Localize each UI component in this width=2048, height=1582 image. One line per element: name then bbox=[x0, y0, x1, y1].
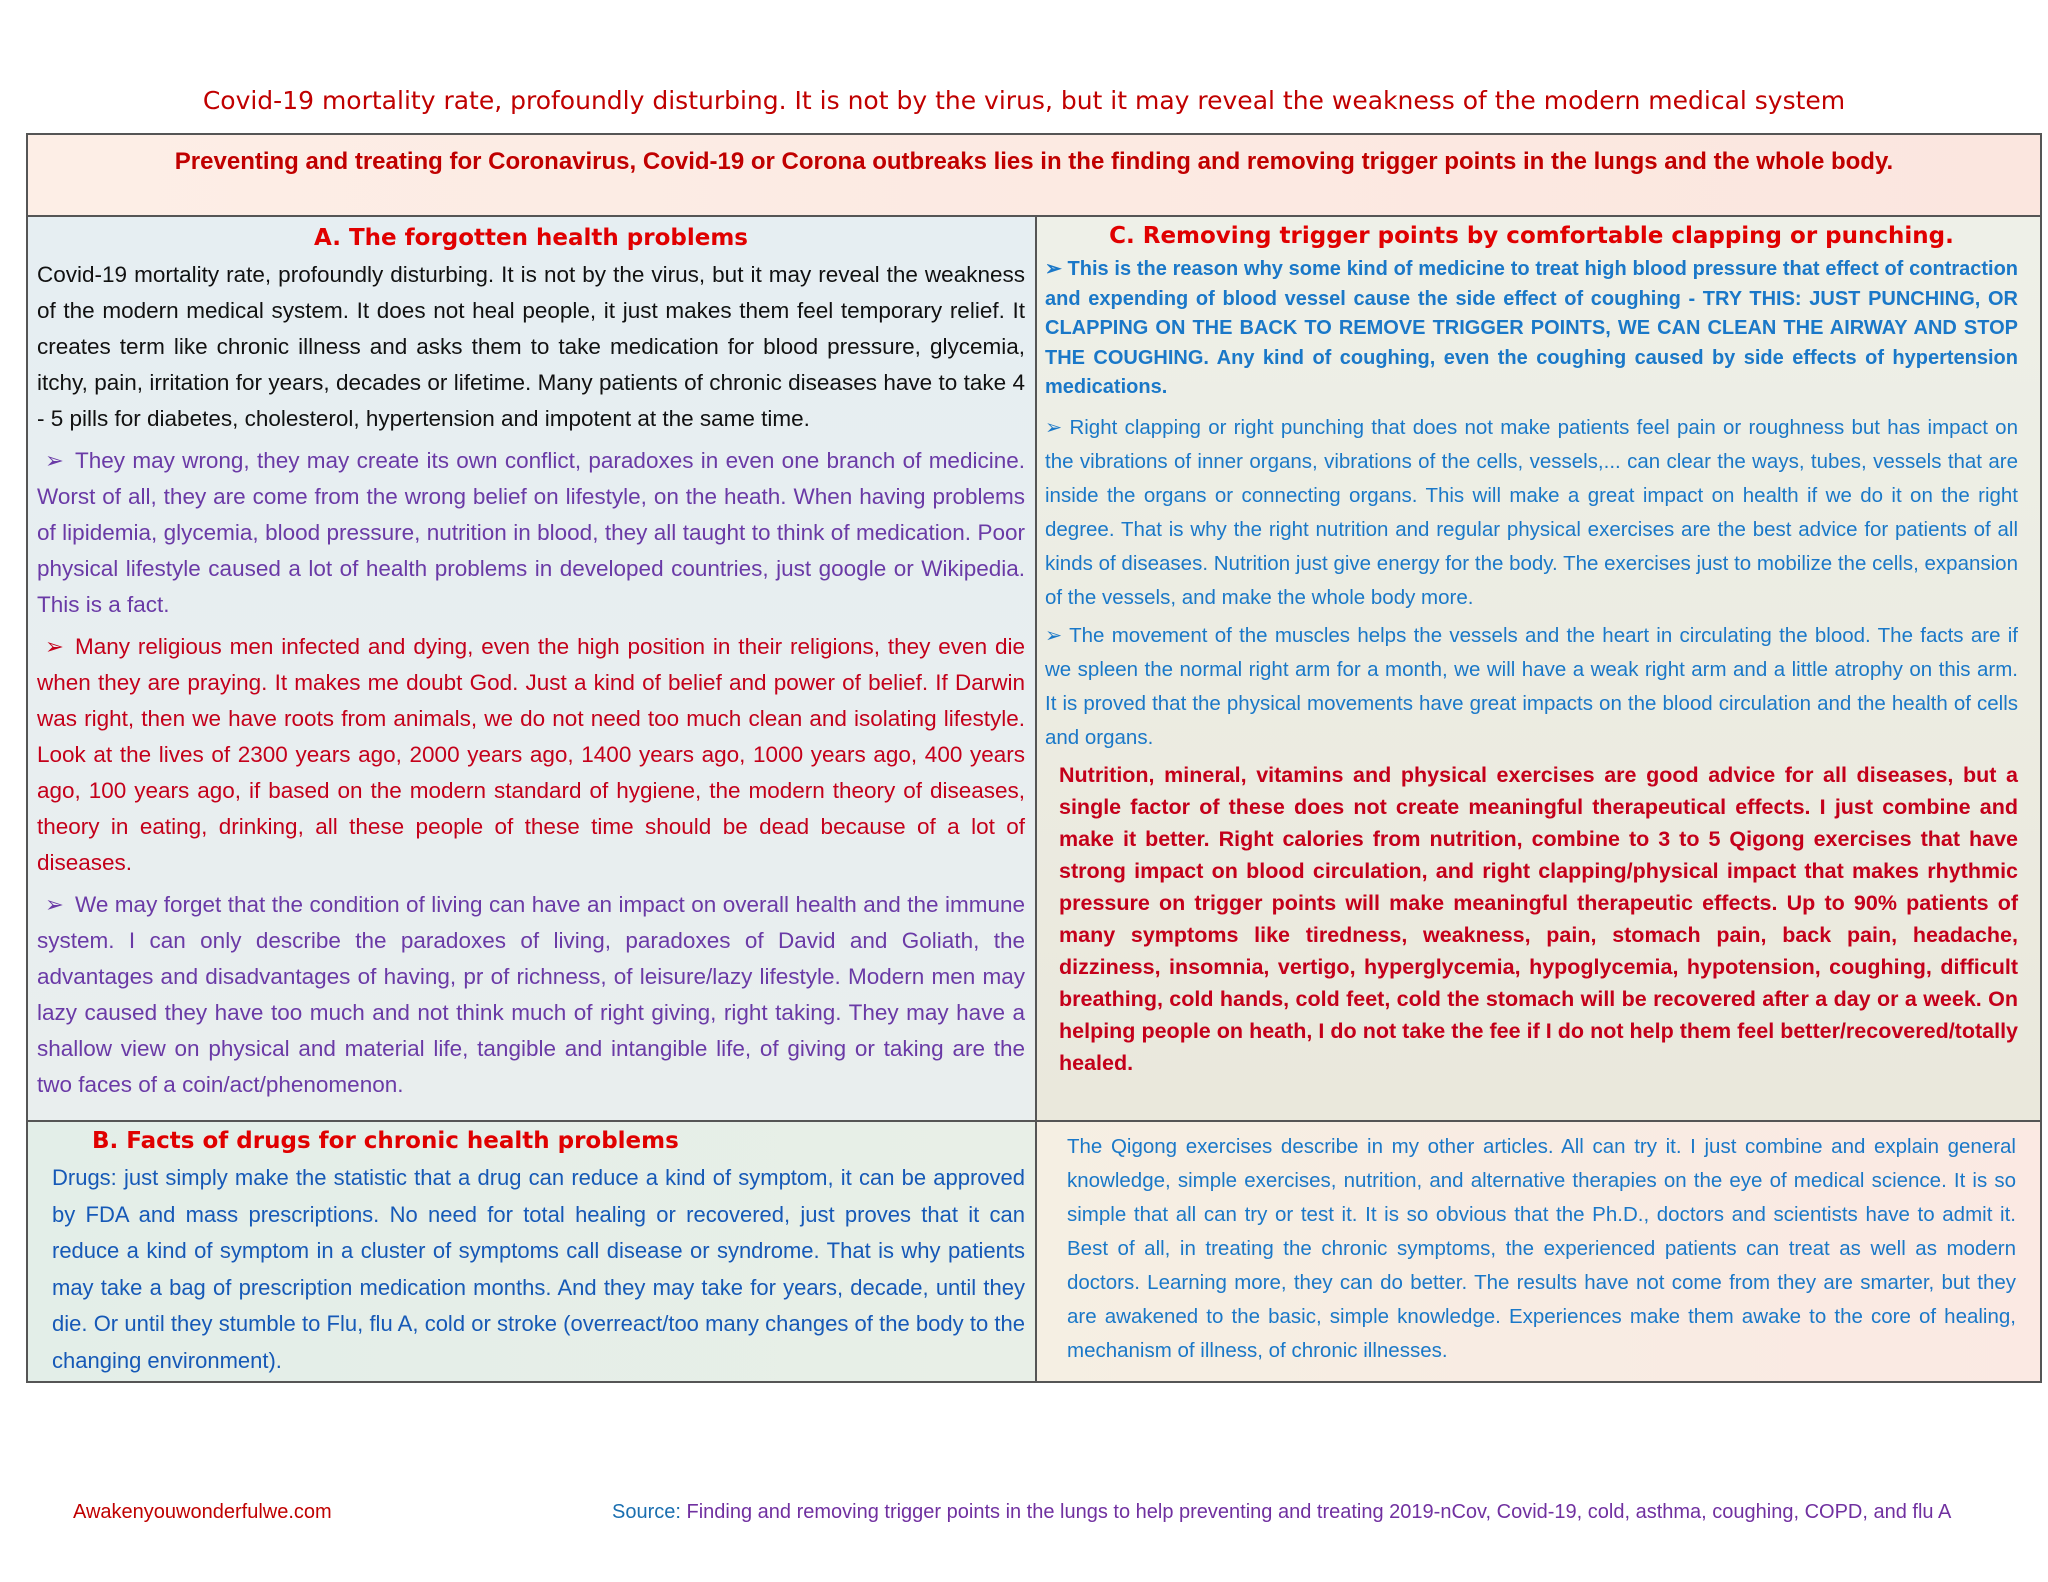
banner: Preventing and treating for Coronavirus, Covid-19 or Corona outbreaks lies in the finding and removing trigger points in the lungs and the whole body. bbox=[28, 135, 2040, 217]
infographic-table bbox=[26, 133, 2042, 1383]
section-a-intro: Covid-19 mortality rate, profoundly disturbing. It is not by the virus, but it may reveal the weakness of the modern medical system. It does not heal people, it just makes them feel temporary relief. It creates term like chronic illness and asks them to take medication for blood pressure, glycemia, itchy, pain, irritation for years, decades or lifetime. Many patients of chronic diseases have to take 4 - 5 pills for diabetes, cholesterol, hypertension and impotent at the same time. bbox=[37, 262, 1025, 431]
arrow-bullet-icon: ➢ bbox=[45, 634, 64, 659]
section-a-point-2: ➢ Many religious men infected and dying, even the high position in their religions, they even die when they are praying. It makes me doubt God. Just a kind of belief and power of belief. If Darwin was right, then we have roots from animals, we do not need too much clean and isolating lifestyle. Look at the lives of 2300 years ago, 2000 years ago, 1400 years ago, 1000 years ago, 400 years ago, 100 years ago, if based on the modern standard of hygiene, the modern theory of diseases, theory in eating, drinking, all these people of these time should be dead because of a lot of diseases. bbox=[37, 629, 1025, 881]
section-a-heading: A. The forgotten health problems bbox=[314, 225, 748, 251]
section-c bbox=[1037, 217, 2040, 1122]
arrow-bullet-icon: ➢ bbox=[1045, 258, 1062, 280]
section-a-point-3: ➢ We may forget that the condition of living can have an impact on overall health and the immune system. I can only describe the paradoxes of living, paradoxes of David and Goliath, the advantages and disadvantages of having, pr of richness, of leisure/lazy lifestyle. Modern men may lazy caused they have too much and not think much of right giving, right taking. They may have a shallow view on physical and material life, tangible and intangible life, of giving or taking are the two faces of a coin/act/phenomenon. bbox=[37, 887, 1025, 1103]
section-a bbox=[28, 217, 1037, 1122]
section-a-point-1: ➢ They may wrong, they may create its own conflict, paradoxes in even one branch of medicine. Worst of all, they are come from the wrong belief on lifestyle, on the heath. When having problems of lipidemia, glycemia, blood pressure, nutrition in blood, they all taught to think of medication. Poor physical lifestyle caused a lot of health problems in developed countries, just google or Wikipedia. This is a fact. bbox=[37, 443, 1025, 623]
section-c-point-1: ➢ This is the reason why some kind of medicine to treat high blood pressure that effect of contraction and expending of blood vessel cause the side effect of coughing - TRY THIS: JUST PUNCHING, OR CLAPPING ON THE BACK TO REMOVE TRIGGER POINTS, WE CAN CLEAN THE AIRWAY AND STOP THE COUGHING. Any kind of coughing, even the coughing caused by side effects of hypertension medications. bbox=[1045, 258, 2018, 398]
page-title: Covid-19 mortality rate, profoundly disturbing. It is not by the virus, but it may reveal the weakness of the modern medical system bbox=[202, 86, 1846, 115]
arrow-bullet-icon: ➢ bbox=[1045, 415, 1063, 439]
section-d bbox=[1037, 1122, 2040, 1381]
arrow-bullet-icon: ➢ bbox=[45, 892, 64, 917]
section-b-heading: B. Facts of drugs for chronic health problems bbox=[92, 1128, 679, 1154]
footer-source-label: Source: bbox=[612, 1501, 681, 1523]
footer-website: Awakenyouwonderfulwe.com bbox=[73, 1501, 332, 1523]
section-b-body: Drugs: just simply make the statistic that a drug can reduce a kind of symptom, it can be approved by FDA and mass prescriptions. No need for total healing or recovered, just proves that it can reduce a kind of symptom in a cluster of symptoms call disease or syndrome. That is why patients may take a bag of prescription medication months. And they may take for years, decade, until they die. Or until they stumble to Flu, flu A, cold or stroke (overreact/too many changes of the body to the changing environment). bbox=[52, 1165, 1025, 1373]
footer-source bbox=[612, 1501, 1951, 1524]
section-c-point-3: ➢ The movement of the muscles helps the vessels and the heart in circulating the blood. The facts are if we spleen the normal right arm for a month, we will have a weak right arm and a little atrophy on this arm. It is proved that the physical movements have great impacts on the blood circulation and the health of cells and organs. bbox=[1045, 623, 2019, 749]
arrow-bullet-icon: ➢ bbox=[1045, 623, 1063, 647]
section-c-heading: C. Removing trigger points by comfortable clapping or punching. bbox=[1109, 223, 1954, 249]
section-d-body: The Qigong exercises describe in my other articles. All can try it. I just combine and explain general knowledge, simple exercises, nutrition, and alternative therapies on the eye of medical science. It is so simple that all can try or test it. It is so obvious that the Ph.D., doctors and scientists have to admit it. Best of all, in treating the chronic symptoms, the experienced patients can treat as well as modern doctors. Learning more, they can do better. The results have not come from they are smarter, but they are awakened to the basic, simple knowledge. Experiences make them awake to the core of healing, mechanism of illness, of chronic illnesses. bbox=[1067, 1135, 2016, 1362]
section-c-conclusion: Nutrition, mineral, vitamins and physical exercises are good advice for all diseases, but a single factor of these does not create meaningful therapeutical effects. I just combine and make it better. Right calories from nutrition, combine to 3 to 5 Qigong exercises that have strong impact on blood circulation, and right clapping/physical impact that makes rhythmic pressure on trigger points will make meaningful therapeutic effects. Up to 90% patients of many symptoms like tiredness, weakness, pain, stomach pain, back pain, headache, dizziness, insomnia, vertigo, hyperglycemia, hypoglycemia, hypotension, coughing, difficult breathing, cold hands, cold feet, cold the stomach will be recovered after a day or a week. On helping people on heath, I do not take the fee if I do not help them feel better/recovered/totally healed. bbox=[1059, 762, 2018, 1075]
section-b bbox=[28, 1122, 1037, 1381]
footer-source-text: Finding and removing trigger points in the lungs to help preventing and treating 2019-nCov, Covid-19, cold, asthma, coughing, COPD, and flu A bbox=[686, 1501, 1952, 1523]
section-c-point-2: ➢ Right clapping or right punching that does not make patients feel pain or roughness but has impact on the vibrations of inner organs, vibrations of the cells, vessels,... can clear the ways, tubes, vessels that are inside the organs or connecting organs. This will make a great impact on health if we do it on the right degree. That is why the right nutrition and regular physical exercises are the best advice for patients of all kinds of diseases. Nutrition just give energy for the body. The exercises just to mobilize the cells, expansion of the vessels, and make the whole body more. bbox=[1045, 415, 2018, 609]
arrow-bullet-icon: ➢ bbox=[45, 448, 64, 473]
